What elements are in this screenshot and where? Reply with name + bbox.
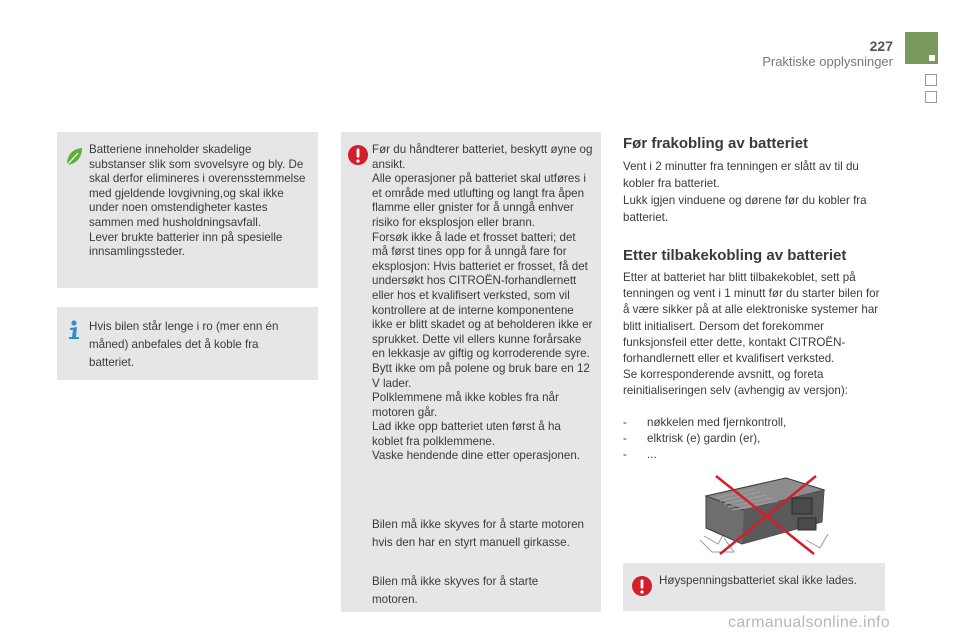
- list-item-text: nøkkelen med fjernkontroll,: [647, 416, 787, 429]
- list-item-text: elktrisk (e) gardin (er),: [647, 432, 761, 446]
- hv-battery-warning-box: [623, 563, 885, 611]
- watermark: carmanualsonline.info: [728, 614, 890, 631]
- leaf-icon: [64, 146, 84, 168]
- list-dash: -: [623, 432, 627, 446]
- eco-note-box: [57, 132, 318, 288]
- tow-note-2: Bilen må ikke skyves for å starte motoren.: [372, 575, 539, 606]
- info-note-text: Hvis bilen står lenge i ro (mer enn én måned) anbefales det å koble fra batteriet.: [89, 320, 279, 369]
- warning-box: [341, 132, 601, 612]
- paragraph-before-disconnect: Vent i 2 minutter fra tenningen er slått av til du kobler fra batteriet. Lukk igjen vinduene og dørene før du kobler fra batteriet.: [623, 160, 867, 224]
- warning-icon: [631, 575, 653, 597]
- reinit-list: [623, 415, 885, 464]
- list-dash: -: [623, 448, 627, 462]
- list-item: [623, 447, 885, 463]
- list-item-text: ...: [647, 448, 657, 462]
- info-note-box: [57, 307, 318, 380]
- warning-main-text: Før du håndterer batteriet, beskytt øyne og ansikt. Alle operasjoner på batteriet skal utføres i et område med utlufting og langt fra åpen flamme eller gnister for å unngå enhver risiko for eksplosjon eller brann. Forsøk ikke å lade et frosset batteri; det må først tines opp for å unngå fare for eksplosjon: Hvis batteriet er frosset, få det undersøkt hos CITROËN-forhandlernett eller hos et kvalifisert verksted, som vil kontrollere at de interne komponentene ikke er blitt skadet og at beholderen ikke er sprukket. Dette vil ellers kunne forårsake en lekkasje av giftig og korroderende syre. Bytt ikke om på polene og bruk bare en 12 V lader. Polklemmene må ikke kobles fra når motoren går. Lad ikke opp batteriet uten først å ha koblet fra polklemmene. Vaske hendende dine etter operasjonen.: [372, 143, 593, 463]
- chapter-square-1: [925, 74, 937, 86]
- info-icon: [64, 319, 84, 341]
- hybrid-battery-illustration: [694, 470, 834, 558]
- eco-note-text: Batteriene inneholder skadelige substanser slik som svovelsyre og bly. De skal derfor elimineres i overensstemmelse med gjeldende lovgivning,og skal ikke under noen omstendigheter kastes sammen med husholdningsavfall. Lever brukte batterier inn på spesielle innsamlingssteder.: [89, 143, 306, 259]
- chapter-tab: [905, 32, 938, 64]
- page-number: 227: [869, 38, 893, 54]
- tab-marker: [929, 55, 935, 61]
- hv-battery-warning-text: Høyspenningsbatteriet skal ikke lades.: [659, 574, 857, 587]
- chapter-square-2: [925, 91, 937, 103]
- list-dash: -: [623, 416, 627, 429]
- tow-note-1: Bilen må ikke skyves for å starte motoren hvis den har en styrt manuell girkasse.: [372, 518, 584, 549]
- heading-after-reconnect: Etter tilbakekobling av batteriet: [623, 247, 847, 264]
- heading-before-disconnect: Før frakobling av batteriet: [623, 135, 809, 152]
- list-item: [623, 431, 885, 447]
- paragraph-after-reconnect: Etter at batteriet har blitt tilbakekoblet, sett på tenningen og vent i 1 minutt før du starter bilen for å være sikker på at alle elektroniske systemer har blitt initialisert. Dersom det forekommer funksjonsfeil etter dette, kontakt CITROËN-forhandlernett eller et kvalifisert verksted. Se korresponderende avsnitt, og foreta reinitialiseringen selv (avhengig av versjon):: [623, 271, 880, 398]
- list-item: [623, 415, 885, 431]
- warning-icon: [347, 144, 369, 166]
- section-title: Praktiske opplysninger: [762, 54, 893, 69]
